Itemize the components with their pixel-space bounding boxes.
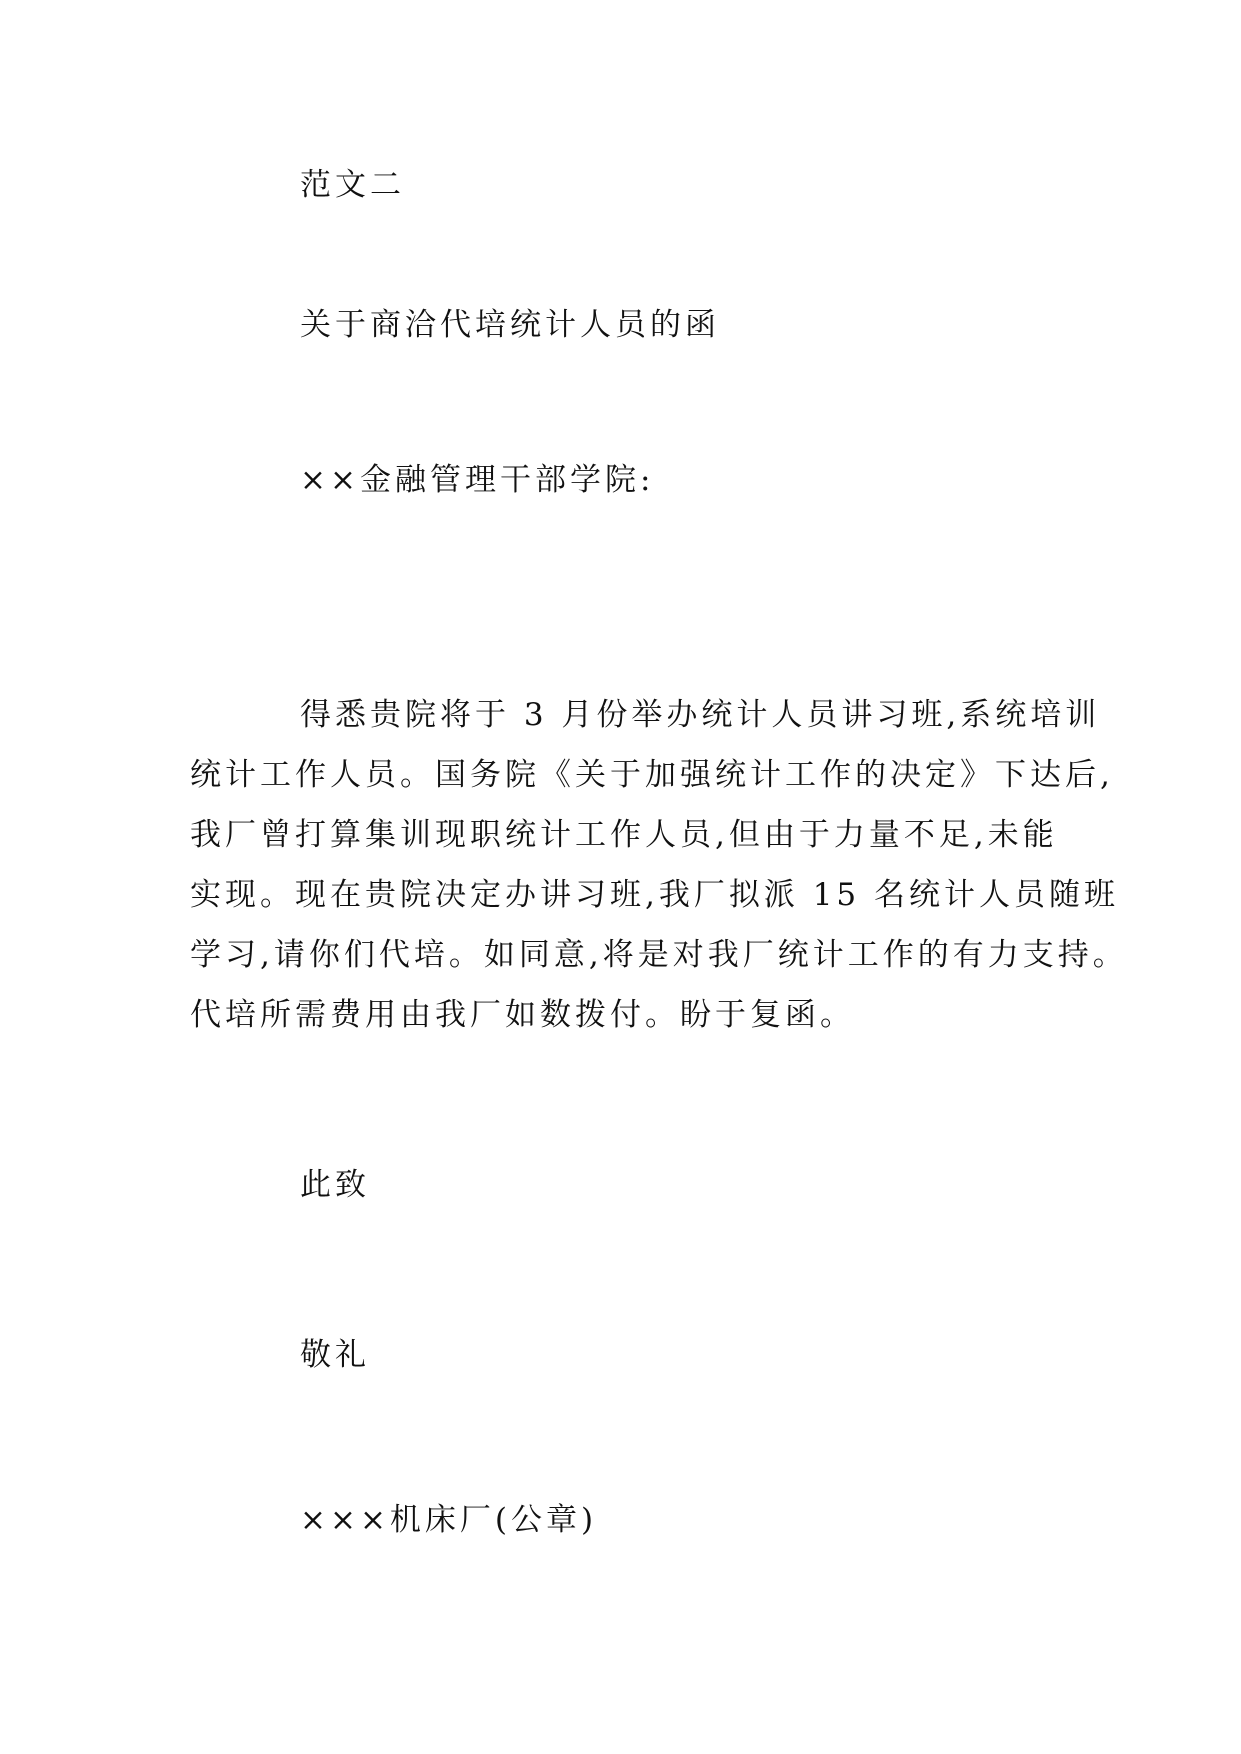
letter-body (190, 685, 1128, 1045)
letter-signature: ×××机床厂(公章) (300, 1502, 598, 1538)
letter-subject: 关于商洽代培统计人员的函 (300, 307, 720, 343)
letter-closing-to: 此致 (300, 1167, 370, 1203)
body-line: 学习,请你们代培。如同意,将是对我厂统计工作的有力支持。 (190, 937, 1128, 973)
body-line: 我厂曾打算集训现职统计工作人员,但由于力量不足,未能 (190, 817, 1058, 853)
body-line: 实现。现在贵院决定办讲习班,我厂拟派 15 名统计人员随班 (190, 877, 1120, 913)
body-line: 统计工作人员。国务院《关于加强统计工作的决定》下达后, (190, 757, 1114, 793)
document-heading: 范文二 (300, 167, 405, 203)
body-line: 代培所需费用由我厂如数拨付。盼于复函。 (190, 997, 855, 1033)
letter-recipient: ××金融管理干部学院: (300, 462, 655, 498)
body-line: 得悉贵院将于 3 月份举办统计人员讲习班,系统培训 (300, 697, 1101, 733)
letter-closing-regards: 敬礼 (300, 1337, 370, 1373)
